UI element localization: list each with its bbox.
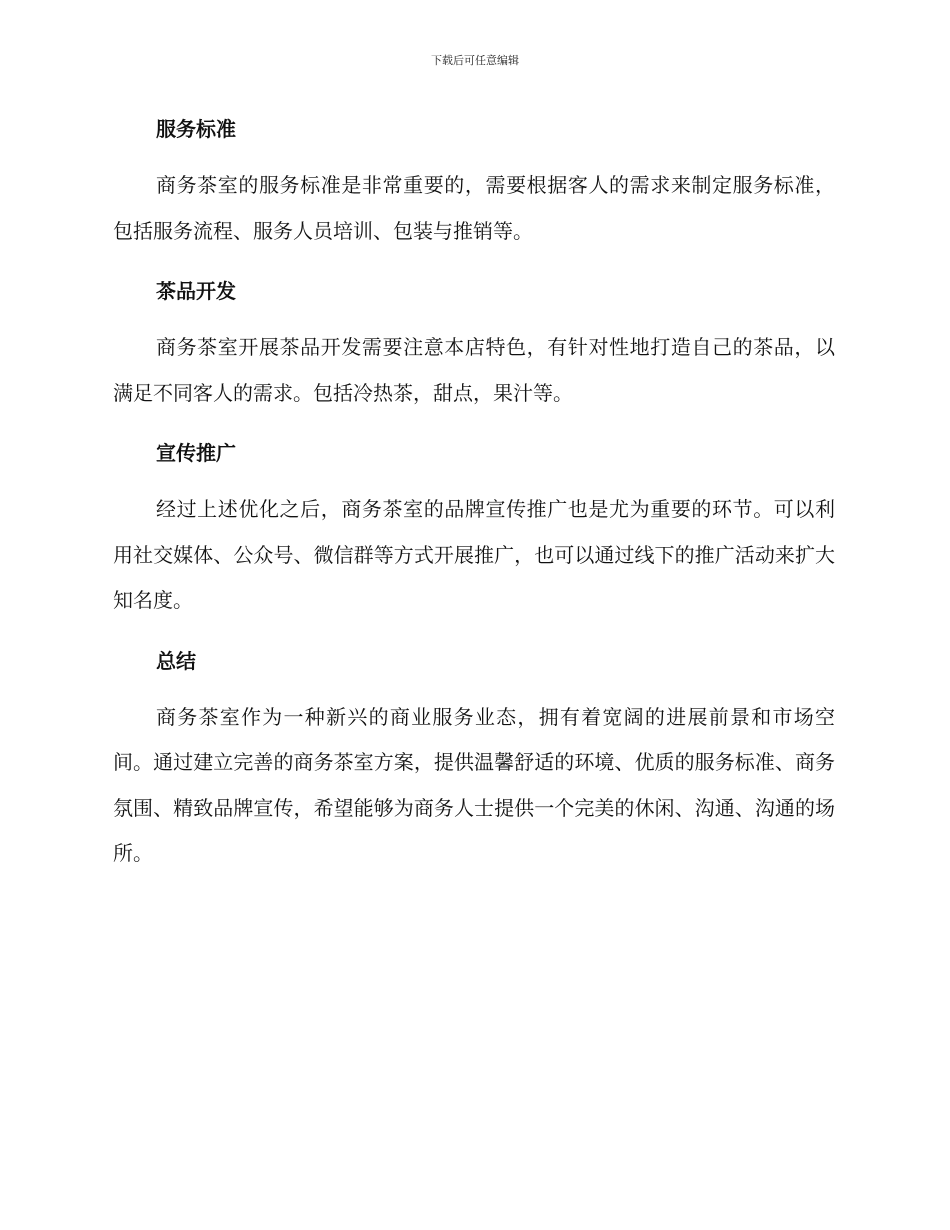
section-heading-promotion: 宣传推广 [156,441,236,465]
page-header: 下载后可任意编辑 [431,54,519,67]
section-paragraph-tea-development: 商务茶室开展茶品开发需要注意本店特色，有针对性地打造自己的茶品，以满足不同客人的需求。包括冷热茶，甜点，果汁等。 [113,335,835,405]
document-body [113,112,835,877]
section-heading-service-standard: 服务标准 [156,117,236,141]
section-heading-summary: 总结 [156,648,196,673]
section-paragraph-service-standard: 商务茶室的服务标准是非常重要的，需要根据客人的需求来制定服务标准，包括服务流程、服务人员培训、包装与推销等。 [113,173,835,243]
section-heading-tea-development: 茶品开发 [156,279,236,303]
section-paragraph-promotion: 经过上述优化之后，商务茶室的品牌宣传推广也是尤为重要的环节。可以利用社交媒体、公众号、微信群等方式开展推广，也可以通过线下的推广活动来扩大知名度。 [113,497,835,612]
section-paragraph-summary: 商务茶室作为一种新兴的商业服务业态，拥有着宽阔的进展前景和市场空间。通过建立完善的商务茶室方案，提供温馨舒适的环境、优质的服务标准、商务氛围、精致品牌宣传，希望能够为商务人士提供一个完美的休闲、沟通、沟通的场所。 [113,704,835,865]
